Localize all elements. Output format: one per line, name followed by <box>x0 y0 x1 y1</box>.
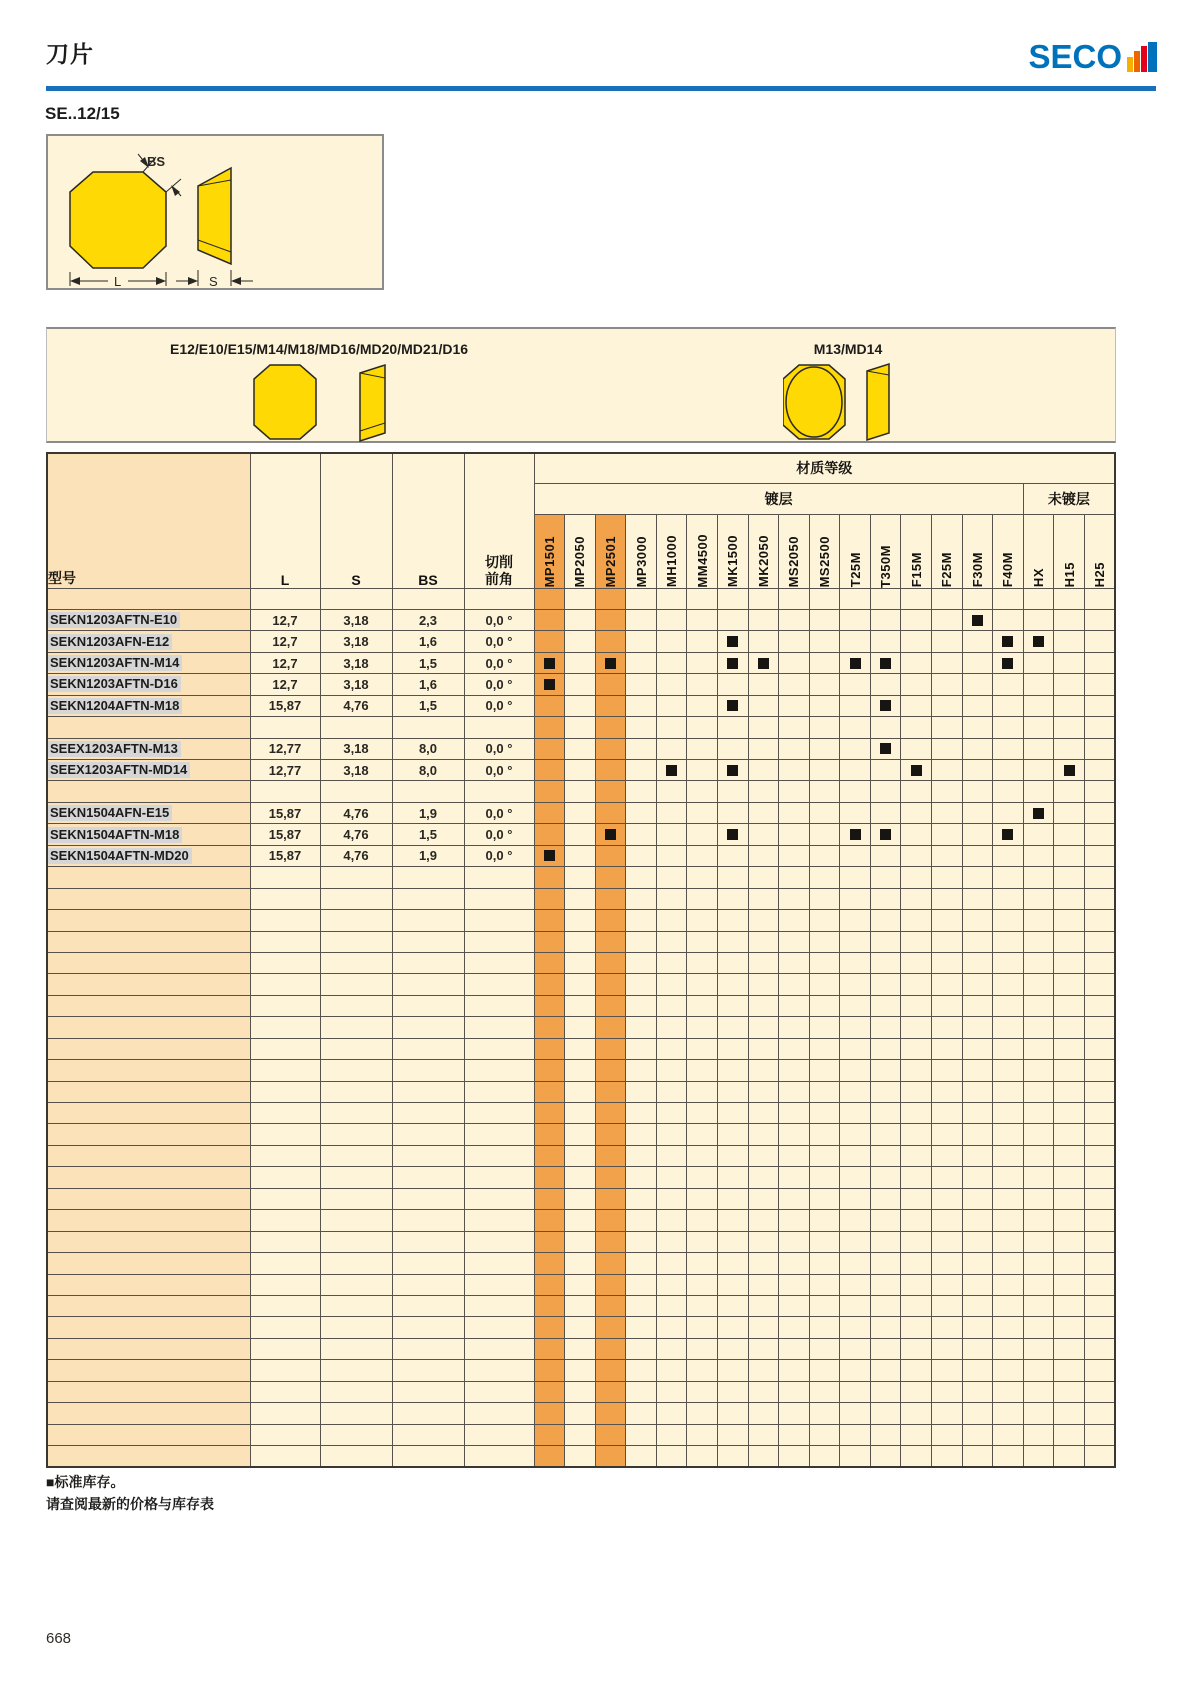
group-spacer-row <box>47 781 1115 802</box>
model-cell: SEKN1504AFTN-MD20 <box>47 845 250 866</box>
stock-square <box>727 765 738 776</box>
empty-row <box>47 1038 1115 1059</box>
empty-row <box>47 974 1115 995</box>
empty-row <box>47 1017 1115 1038</box>
grade-group-header: 材质等级 <box>534 453 1115 483</box>
stock-square <box>544 658 555 669</box>
table-row: SEKN1203AFN-E12 12,7 3,18 1,6 0,0 ° <box>47 631 1115 652</box>
insert-front-side-icon <box>252 361 402 443</box>
grade-table-wrap <box>46 452 1116 1468</box>
model-cell: SEKN1504AFN-E15 <box>47 802 250 823</box>
stock-square <box>727 636 738 647</box>
insert-front-side-round-icon <box>783 361 893 443</box>
stock-square <box>666 765 677 776</box>
empty-row <box>47 1338 1115 1359</box>
empty-row <box>47 995 1115 1016</box>
title-rule <box>46 86 1156 91</box>
empty-row <box>47 1403 1115 1424</box>
grade-column-h15: H15 <box>1054 514 1085 588</box>
empty-row <box>47 1295 1115 1316</box>
grade-column-t350m: T350M <box>870 514 901 588</box>
model-cell: SEEX1203AFTN-M13 <box>47 738 250 759</box>
empty-row <box>47 1188 1115 1209</box>
model-cell: SEKN1203AFTN-M14 <box>47 652 250 673</box>
empty-row <box>47 1253 1115 1274</box>
svg-text:L: L <box>114 274 122 288</box>
shape-banner <box>46 327 1116 443</box>
empty-row <box>47 1274 1115 1295</box>
empty-row <box>47 888 1115 909</box>
grade-column-mp1501: MP1501 <box>534 514 565 588</box>
grade-column-f40m: F40M <box>993 514 1024 588</box>
grade-column-f25m: F25M <box>932 514 963 588</box>
empty-row <box>47 1167 1115 1188</box>
empty-row <box>47 1424 1115 1445</box>
table-row: SEEX1203AFTN-MD14 12,77 3,18 8,0 0,0 ° <box>47 760 1115 781</box>
empty-row <box>47 1317 1115 1338</box>
empty-row <box>47 931 1115 952</box>
empty-row <box>47 952 1115 973</box>
stock-square <box>880 829 891 840</box>
group-spacer-row <box>47 717 1115 738</box>
stock-square <box>727 700 738 711</box>
empty-row <box>47 1446 1115 1467</box>
svg-text:BS: BS <box>147 154 166 169</box>
banner-right-label: M13/MD14 <box>813 341 883 357</box>
grade-column-ms2050: MS2050 <box>779 514 810 588</box>
model-column-header: 型号 <box>47 453 250 588</box>
model-cell: SEKN1203AFTN-E10 <box>47 609 250 630</box>
stock-square <box>1064 765 1075 776</box>
grade-column-mp2050: MP2050 <box>565 514 596 588</box>
spacer-row <box>47 588 1115 609</box>
svg-text:S: S <box>209 274 218 288</box>
seco-wordmark: SECO <box>1028 38 1122 75</box>
empty-row <box>47 1381 1115 1402</box>
page-title: 刀片 <box>46 41 94 67</box>
stock-square <box>1002 829 1013 840</box>
stock-square <box>1033 636 1044 647</box>
empty-row <box>47 1360 1115 1381</box>
stock-square <box>605 829 616 840</box>
page-number: 668 <box>46 1630 72 1647</box>
stock-square <box>1002 636 1013 647</box>
stock-square <box>727 829 738 840</box>
stock-square <box>850 829 861 840</box>
table-body <box>47 588 1115 1467</box>
grade-column-t25m: T25M <box>840 514 871 588</box>
grade-column-ms2500: MS2500 <box>809 514 840 588</box>
grade-column-mp2501: MP2501 <box>595 514 626 588</box>
empty-row <box>47 867 1115 888</box>
empty-row <box>47 1210 1115 1231</box>
banner-left-label: E12/E10/E15/M14/M18/MD16/MD20/MD21/D16 <box>169 341 469 357</box>
model-cell: SEKN1203AFN-E12 <box>47 631 250 652</box>
stock-square <box>544 679 555 690</box>
empty-row <box>47 1060 1115 1081</box>
table-row: SEKN1204AFTN-M18 15,87 4,76 1,5 0,0 ° <box>47 695 1115 716</box>
table-row: SEKN1203AFTN-M14 12,7 3,18 1,5 0,0 ° <box>47 652 1115 673</box>
bs-column-header: BS <box>392 453 464 588</box>
stock-square <box>1033 808 1044 819</box>
footer-price-note: 请查阅最新的价格与库存表 <box>46 1496 214 1512</box>
stock-square <box>544 850 555 861</box>
model-cell: SEKN1203AFTN-D16 <box>47 674 250 695</box>
table-row: SEKN1203AFTN-E10 12,7 3,18 2,3 0,0 ° <box>47 609 1115 630</box>
model-cell: SEKN1204AFTN-M18 <box>47 695 250 716</box>
stock-square <box>880 658 891 669</box>
uncoated-group-header: 未镀层 <box>1023 483 1115 514</box>
grade-column-f15m: F15M <box>901 514 932 588</box>
grade-column-f30m: F30M <box>962 514 993 588</box>
empty-row <box>47 1081 1115 1102</box>
table-row: SEKN1504AFN-E15 15,87 4,76 1,9 0,0 ° <box>47 802 1115 823</box>
stock-square <box>758 658 769 669</box>
empty-row <box>47 910 1115 931</box>
grade-column-h25: H25 <box>1084 514 1115 588</box>
coated-group-header: 镀层 <box>534 483 1023 514</box>
stock-square <box>727 658 738 669</box>
grade-column-mk2050: MK2050 <box>748 514 779 588</box>
insert-dimension-diagram <box>46 134 384 290</box>
stock-square <box>972 615 983 626</box>
grade-column-mm4500: MM4500 <box>687 514 718 588</box>
thickness-column-header: S <box>320 453 392 588</box>
stock-square <box>911 765 922 776</box>
catalog-table <box>46 452 1116 1468</box>
rake-column-header: 切削 前角 <box>464 453 534 588</box>
stock-square <box>850 658 861 669</box>
empty-row <box>47 1103 1115 1124</box>
model-cell: SEEX1203AFTN-MD14 <box>47 760 250 781</box>
stock-square <box>880 700 891 711</box>
model-cell: SEKN1504AFTN-M18 <box>47 824 250 845</box>
empty-row <box>47 1124 1115 1145</box>
dimension-drawing-icon <box>48 136 382 288</box>
empty-row <box>47 1231 1115 1252</box>
grade-column-hx: HX <box>1023 514 1054 588</box>
table-row: SEKN1504AFTN-MD20 15,87 4,76 1,9 0,0 ° <box>47 845 1115 866</box>
grade-column-mh1000: MH1000 <box>656 514 687 588</box>
table-row: SEKN1504AFTN-M18 15,87 4,76 1,5 0,0 ° <box>47 824 1115 845</box>
empty-row <box>47 1145 1115 1166</box>
grade-column-mp3000: MP3000 <box>626 514 657 588</box>
footer-stock-note: ■标准库存。 <box>46 1474 125 1490</box>
stock-square <box>605 658 616 669</box>
table-row: SEKN1203AFTN-D16 12,7 3,18 1,6 0,0 ° <box>47 674 1115 695</box>
page-subtitle: SE..12/15 <box>45 104 120 123</box>
stock-square <box>880 743 891 754</box>
seco-logo <box>1028 38 1157 75</box>
length-column-header: L <box>250 453 320 588</box>
stock-square <box>1002 658 1013 669</box>
seco-curtain-icon <box>1127 42 1157 72</box>
table-row: SEEX1203AFTN-M13 12,77 3,18 8,0 0,0 ° <box>47 738 1115 759</box>
grade-column-mk1500: MK1500 <box>717 514 748 588</box>
